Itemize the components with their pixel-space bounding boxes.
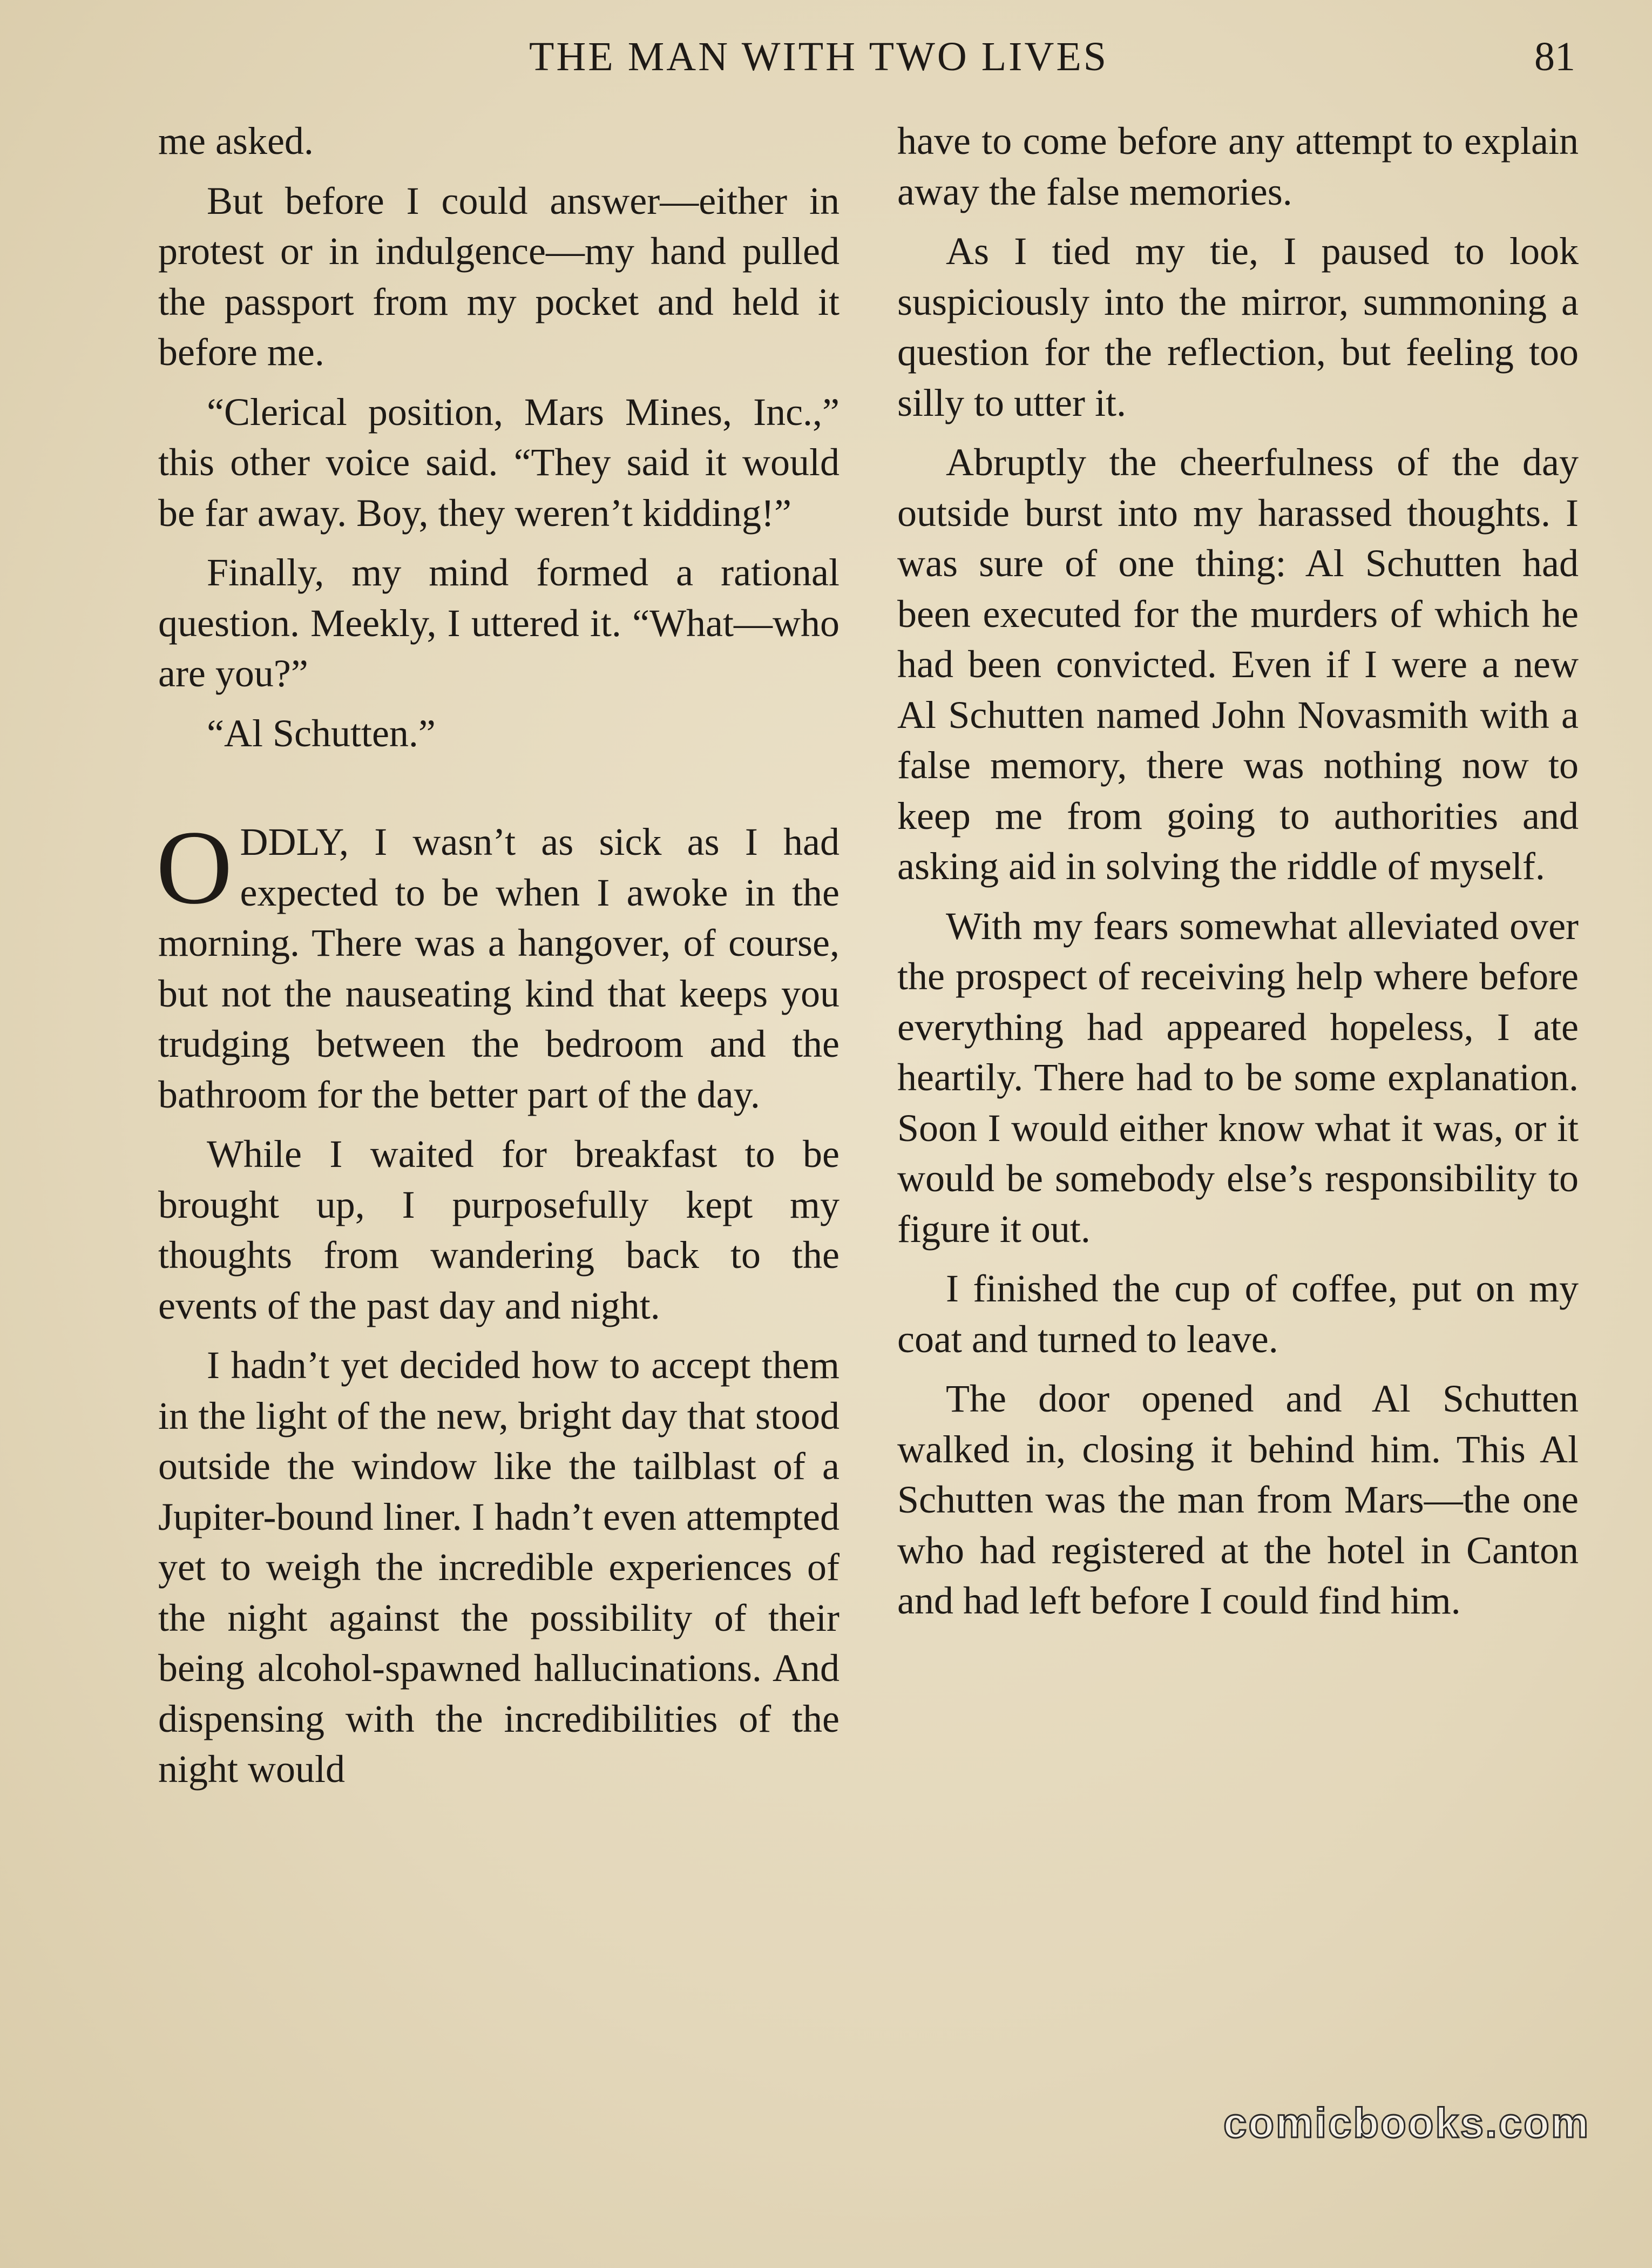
watermark-logo: comicbooks.com [1223, 2099, 1590, 2146]
left-paragraph-1: me asked. [158, 119, 314, 163]
left-column [158, 116, 839, 1804]
running-header [0, 33, 1652, 87]
left-paragraph-7: While I waited for breakfast to be brought up, I purposefully kept my thoughts from wandering back to the events of the past day and night. [158, 1132, 839, 1327]
drop-cap: O [156, 809, 233, 926]
left-paragraph-3: “Clerical position, Mars Mines, Inc.,” this other voice said. “They said it would be far away. Boy, they weren’t kidding!” [158, 390, 839, 535]
right-paragraph-2: As I tied my tie, I paused to look suspiciously into the mirror, summoning a question for the reflection, but feeling too silly to utter it. [897, 230, 1579, 424]
right-paragraph-3: Abruptly the cheerfulness of the day outside burst into my harassed thoughts. I was sure of one thing: Al Schutten had been executed for the murders of which he had been convicted. Even if I were a new Al Schutten named John Novasmith with a false memory, there was nothing now to keep me from going to authorities and asking aid in solving the riddle of myself. [897, 441, 1579, 888]
right-column [897, 116, 1579, 1636]
running-title: THE MAN WITH TWO LIVES [529, 34, 1109, 79]
right-paragraph-4: With my fears somewhat alleviated over the prospect of receiving help where before everything had appeared hopeless, I ate heartily. There had to be some explanation. Soon I would either know what it was, or it would be somebody else’s responsibility to figure it out. [897, 904, 1579, 1251]
right-paragraph-1: have to come before any attempt to explain away the false memories. [897, 119, 1579, 213]
right-paragraph-6: The door opened and Al Schutten walked in, closing it behind him. This Al Schutten was the man from Mars—the one who had registered at the hotel in Canton and had left before I could find him. [897, 1377, 1579, 1622]
right-paragraph-5: I finished the cup of coffee, put on my coat and turned to leave. [897, 1267, 1579, 1361]
section-opening-paragraph [156, 809, 839, 1120]
page-number: 81 [1534, 34, 1575, 79]
left-paragraph-8: I hadn’t yet decided how to accept them in the light of the new, bright day that stood outside the window like the tailblast of a Jupiter-bound liner. I hadn’t even attempted yet to weigh the incredible experiences of the night against the possibility of their being alcohol-spawned hallucinations. And dispensing with the incredibilities of the night would [158, 1344, 839, 1791]
section-opening-text: DDLY, I wasn’t as sick as I had expected to be when I awoke in the morning. There was a hangover, of course, but not the nauseating kind that keeps you trudging between the bedroom and the bathroom for the better part of the day. [158, 820, 839, 1116]
left-paragraph-4: Finally, my mind formed a rational question. Meekly, I uttered it. “What—who are you?” [158, 551, 839, 695]
left-paragraph-2: But before I could answer—either in protest or in indulgence—my hand pulled the passport from my pocket and held it before me. [158, 179, 839, 374]
left-paragraph-5: “Al Schutten.” [207, 711, 436, 755]
